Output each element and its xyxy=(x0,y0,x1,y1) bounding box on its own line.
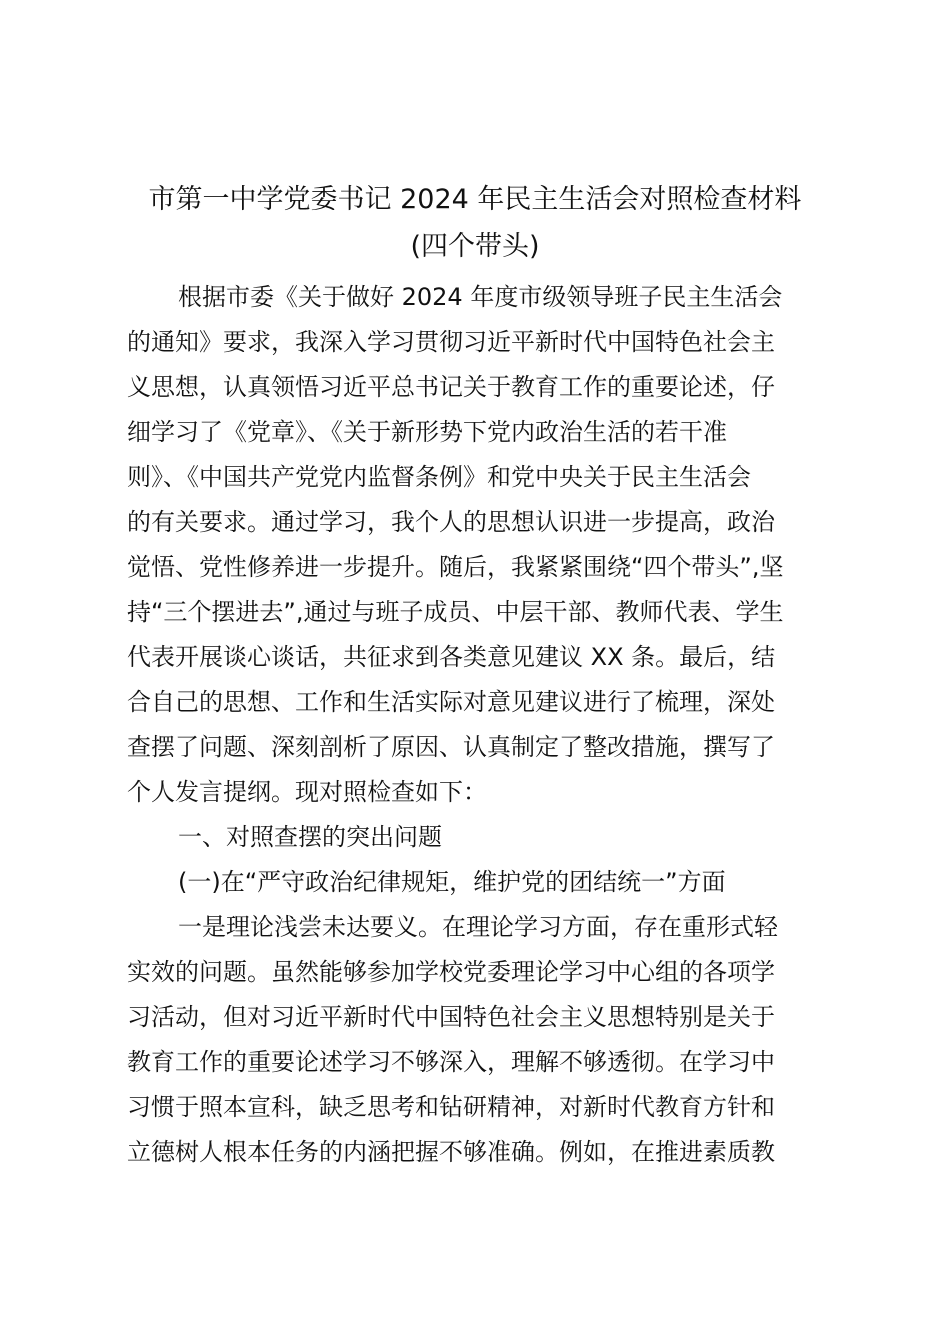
paragraph-line: 一是理论浅尝未达要义。在理论学习方面，存在重形式轻 xyxy=(178,913,778,941)
document-title: 市第一中学党委书记 2024 年民主生活会对照检查材料 xyxy=(148,184,802,215)
paragraph-line: 则》、《中国共产党党内监督条例》和党中央关于民主生活会 xyxy=(127,463,751,491)
paragraph-line: 觉悟、党性修养进一步提升。随后，我紧紧围绕“四个带头”,坚 xyxy=(127,553,784,581)
paragraph-line: 习活动，但对习近平新时代中国特色社会主义思想特别是关于 xyxy=(127,1003,775,1031)
paragraph-line: 代表开展谈心谈话，共征求到各类意见建议 XX 条。最后，结 xyxy=(127,643,776,671)
paragraph-line: 根据市委《关于做好 2024 年度市级领导班子民主生活会 xyxy=(178,283,783,311)
paragraph-line: 细学习了《党章》、《关于新形势下党内政治生活的若干准 xyxy=(127,418,727,446)
subsection-heading: (一)在“严守政治纪律规矩，维护党的团结统一”方面 xyxy=(178,868,726,896)
paragraph-line: 查摆了问题、深刻剖析了原因、认真制定了整改措施，撰写了 xyxy=(127,733,775,761)
paragraph-line: 的通知》要求，我深入学习贯彻习近平新时代中国特色社会主 xyxy=(127,328,775,356)
paragraph-line: 个人发言提纲。现对照检查如下： xyxy=(127,778,487,806)
paragraph-line: 的有关要求。通过学习，我个人的思想认识进一步提高，政治 xyxy=(127,508,775,536)
section-heading: 一、对照查摆的突出问题 xyxy=(178,823,442,851)
paragraph-line: 教育工作的重要论述学习不够深入，理解不够透彻。在学习中 xyxy=(127,1048,775,1076)
document-subtitle: (四个带头) xyxy=(410,231,540,262)
paragraph-line: 立德树人根本任务的内涵把握不够准确。例如，在推进素质教 xyxy=(127,1138,775,1166)
paragraph-line: 义思想，认真领悟习近平总书记关于教育工作的重要论述，仔 xyxy=(127,373,775,401)
paragraph-line: 习惯于照本宣科，缺乏思考和钻研精神，对新时代教育方针和 xyxy=(127,1093,775,1121)
paragraph-line: 合自己的思想、工作和生活实际对意见建议进行了梳理，深处 xyxy=(127,688,775,716)
paragraph-line: 持“三个摆进去”,通过与班子成员、中层干部、教师代表、学生 xyxy=(127,598,784,626)
paragraph-line: 实效的问题。虽然能够参加学校党委理论学习中心组的各项学 xyxy=(127,958,775,986)
